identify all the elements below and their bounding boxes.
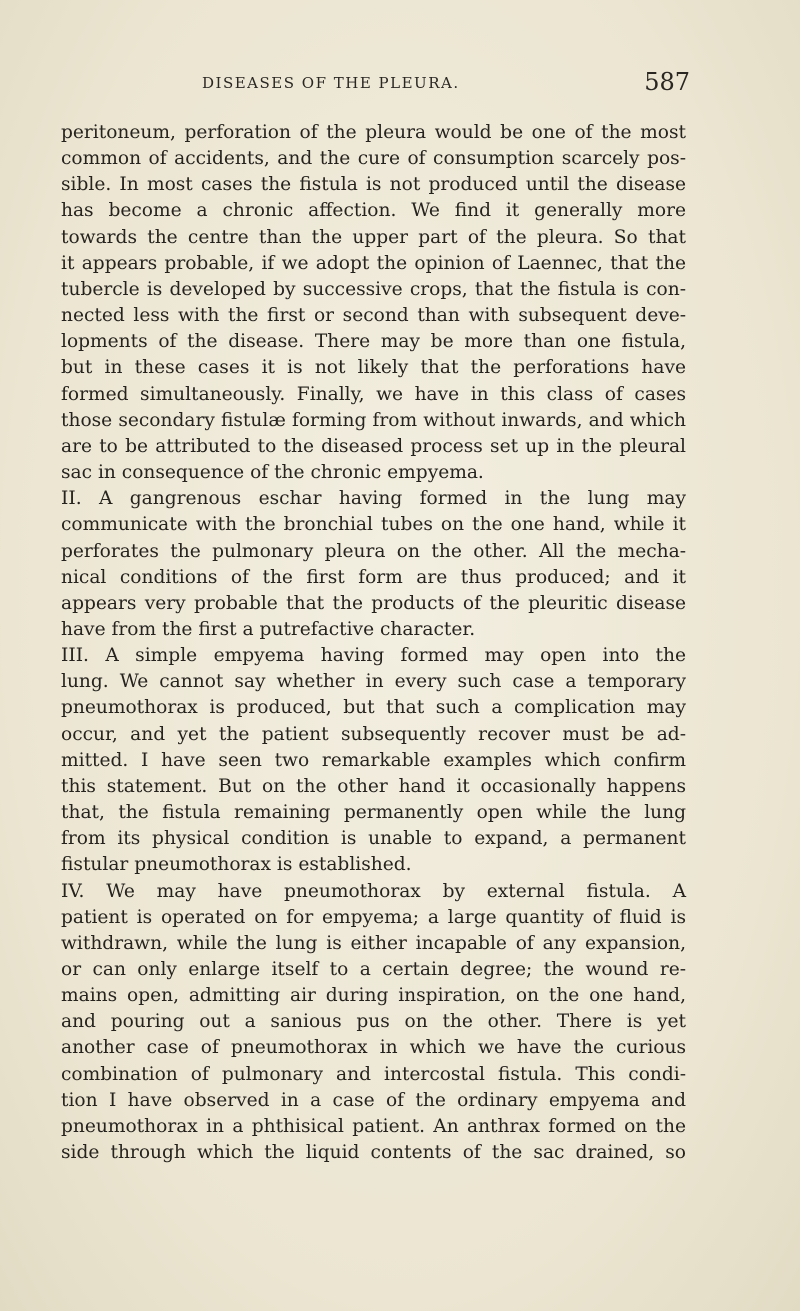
text-line: from its physical condition is unable to expand, a permanent — [61, 828, 686, 850]
text-line: nical conditions of the first form are thus produced; and it — [61, 566, 686, 588]
text-line: and pouring out a sanious pus on the other. There is yet — [61, 1011, 686, 1033]
text-line: withdrawn, while the lung is either incapable of any expansion, — [61, 932, 686, 954]
text-line: it appears probable, if we adopt the opinion of Laennec, that the — [61, 252, 686, 274]
text-line: towards the centre than the upper part of the pleura. So that — [61, 226, 686, 248]
text-line: another case of pneumothorax in which we have the curious — [61, 1037, 686, 1059]
text-line: patient is operated on for empyema; a large quantity of fluid is — [61, 906, 686, 928]
text-line: are to be attributed to the diseased process set up in the pleural — [61, 435, 686, 457]
text-line: tubercle is developed by successive crops, that the fistula is con- — [61, 278, 686, 300]
text-line: or can only enlarge itself to a certain degree; the wound re- — [61, 959, 686, 980]
text-line: sible. In most cases the fistula is not produced until the disease — [61, 174, 686, 196]
text-line: that, the fistula remaining permanently open while the lung — [61, 802, 686, 824]
text-line: nected less with the first or second than with subsequent deve- — [61, 305, 686, 327]
text-line: combination of pulmonary and intercostal fistula. This condi- — [61, 1063, 686, 1085]
body-text — [61, 120, 686, 1166]
page-number: 587 — [644, 68, 690, 96]
text-line: this statement. But on the other hand it occasionally happens — [61, 775, 686, 797]
text-line: common of accidents, and the cure of consumption scarcely pos- — [61, 148, 686, 170]
text-line: formed simultaneously. Finally, we have in this class of cases — [61, 383, 686, 405]
text-line: peritoneum, perforation of the pleura would be one of the most — [61, 122, 686, 143]
text-line: lopments of the disease. There may be more than one fistula, — [61, 331, 686, 353]
text-line: lung. We cannot say whether in every such case a temporary — [61, 671, 686, 693]
text-line: II. A gangrenous eschar having formed in the lung may — [61, 488, 686, 510]
text-line: IV. We may have pneumothorax by external fistula. A — [61, 880, 686, 902]
text-line: III. A simple empyema having formed may open into the — [61, 645, 686, 667]
text-line: mains open, admitting air during inspiration, on the one hand, — [61, 985, 686, 1007]
running-head: DISEASES OF THE PLEURA. — [202, 74, 460, 92]
text-line: appears very probable that the products of the pleuritic disease — [61, 592, 686, 614]
text-line: those secondary fistulæ forming from without inwards, and which — [61, 409, 686, 431]
text-line: sac in consequence of the chronic empyema. — [61, 462, 484, 484]
text-line: have from the first a putrefactive character. — [61, 618, 476, 640]
text-line: has become a chronic affection. We find it generally more — [61, 200, 686, 222]
text-line: communicate with the bronchial tubes on the one hand, while it — [61, 514, 686, 536]
text-line: fistular pneumothorax is established. — [61, 854, 412, 876]
text-line: tion I have observed in a case of the ordinary empyema and — [61, 1089, 686, 1111]
text-line: side through which the liquid contents of the sac drained, so — [61, 1142, 686, 1164]
text-line: mitted. I have seen two remarkable examples which confirm — [61, 749, 686, 771]
text-line: pneumothorax in a phthisical patient. An anthrax formed on the — [61, 1115, 686, 1137]
text-line: but in these cases it is not likely that the perforations have — [61, 357, 686, 379]
text-line: pneumothorax is produced, but that such a complication may — [61, 697, 686, 719]
text-line: perforates the pulmonary pleura on the other. All the mecha- — [61, 540, 686, 562]
text-line: occur, and yet the patient subsequently recover must be ad- — [61, 723, 686, 745]
page-header — [120, 68, 690, 108]
